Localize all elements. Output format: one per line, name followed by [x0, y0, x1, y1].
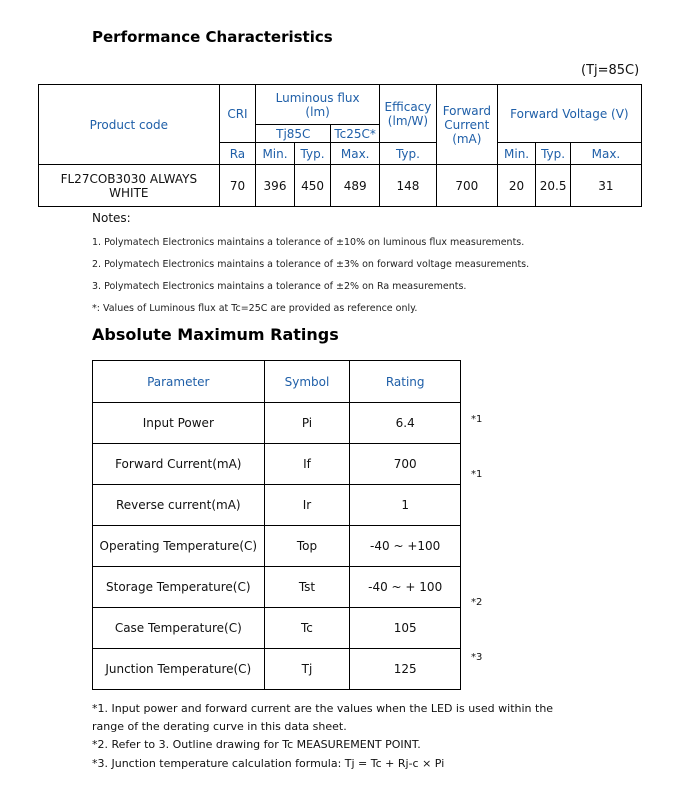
rating-junction-temp: 125: [350, 649, 461, 690]
rating-input-power: 6.4: [350, 403, 461, 444]
mark-junction-temp: *3: [471, 652, 483, 663]
cell-current: 700: [436, 165, 497, 207]
rating-forward-current: 700: [350, 444, 461, 485]
cell-voltage-typ: 20.5: [536, 165, 571, 207]
param-storage-temp: Storage Temperature(C): [93, 567, 265, 608]
ratings-table: [92, 360, 461, 690]
rating-reverse-current: 1: [350, 485, 461, 526]
symbol-case-temp: Tc: [264, 608, 350, 649]
mark-input-power: *1: [471, 414, 483, 425]
header-rating: Rating: [350, 361, 461, 403]
cell-flux-typ: 450: [294, 165, 331, 207]
cell-flux-max: 489: [331, 165, 380, 207]
header-ra: Ra: [219, 143, 256, 165]
param-junction-temp: Junction Temperature(C): [93, 649, 265, 690]
header-forward-current: Forward Current (mA): [436, 85, 497, 165]
cell-voltage-max: 31: [570, 165, 641, 207]
ratings-title: Absolute Maximum Ratings: [92, 325, 339, 344]
header-flux-max: Max.: [331, 143, 380, 165]
header-forward-voltage: Forward Voltage (V): [497, 85, 641, 143]
mark-forward-current: *1: [471, 469, 483, 480]
mark-storage-temp: *2: [471, 597, 483, 608]
rating-operating-temp: -40 ~ +100: [350, 526, 461, 567]
param-case-temp: Case Temperature(C): [93, 608, 265, 649]
cell-product-code: FL27COB3030 ALWAYS WHITE: [39, 165, 220, 207]
footnote-3: *3. Junction temperature calculation formula: Tj = Tc + Rj-c × Pi: [92, 757, 445, 770]
header-tc25c: Tc25C*: [331, 125, 380, 143]
rating-case-temp: 105: [350, 608, 461, 649]
param-input-power: Input Power: [93, 403, 265, 444]
performance-title: Performance Characteristics: [92, 28, 333, 46]
header-voltage-max: Max.: [570, 143, 641, 165]
header-parameter: Parameter: [93, 361, 265, 403]
footnote-2: *2. Refer to 3. Outline drawing for Tc MEASUREMENT POINT.: [92, 738, 421, 751]
cell-voltage-min: 20: [497, 165, 536, 207]
header-luminous-flux: Luminous flux (lm): [256, 85, 380, 125]
header-symbol: Symbol: [264, 361, 350, 403]
footnote-1-line1: *1. Input power and forward current are the values when the LED is used within the: [92, 702, 554, 715]
note-3: 3. Polymatech Electronics maintains a tolerance of ±2% on Ra measurements.: [92, 281, 467, 292]
cell-ra: 70: [219, 165, 256, 207]
symbol-input-power: Pi: [264, 403, 350, 444]
note-reference: *: Values of Luminous flux at Tc=25C are provided as reference only.: [92, 303, 418, 314]
header-efficacy: Efficacy (lm/W): [380, 85, 437, 143]
symbol-forward-current: If: [264, 444, 350, 485]
header-voltage-typ: Typ.: [536, 143, 571, 165]
header-product-code: Product code: [39, 85, 220, 165]
header-flux-typ: Typ.: [294, 143, 331, 165]
header-efficacy-typ: Typ.: [380, 143, 437, 165]
notes-heading: Notes:: [92, 211, 131, 225]
cell-flux-min: 396: [256, 165, 295, 207]
rating-storage-temp: -40 ~ + 100: [350, 567, 461, 608]
symbol-storage-temp: Tst: [264, 567, 350, 608]
condition-label: (Tj=85C): [581, 63, 640, 78]
header-flux-min: Min.: [256, 143, 295, 165]
header-cri: CRI: [219, 85, 256, 143]
note-1: 1. Polymatech Electronics maintains a tolerance of ±10% on luminous flux measurements.: [92, 237, 525, 248]
performance-table: [38, 84, 642, 207]
note-2: 2. Polymatech Electronics maintains a tolerance of ±3% on forward voltage measurements.: [92, 259, 530, 270]
param-reverse-current: Reverse current(mA): [93, 485, 265, 526]
param-forward-current: Forward Current(mA): [93, 444, 265, 485]
param-operating-temp: Operating Temperature(C): [93, 526, 265, 567]
header-tj85c: Tj85C: [256, 125, 331, 143]
footnote-1-line2: range of the derating curve in this data sheet.: [92, 720, 347, 733]
header-voltage-min: Min.: [497, 143, 536, 165]
symbol-reverse-current: Ir: [264, 485, 350, 526]
cell-efficacy: 148: [380, 165, 437, 207]
symbol-junction-temp: Tj: [264, 649, 350, 690]
symbol-operating-temp: Top: [264, 526, 350, 567]
